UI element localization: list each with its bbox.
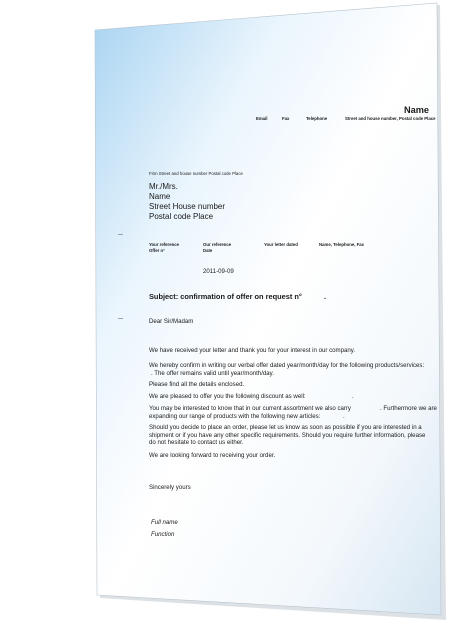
- ref-date: Date: [203, 248, 213, 253]
- ref-contact: Name, Telephone, Fax: [319, 242, 365, 247]
- paragraph-order-line3: do not hesitate to contact us either.: [149, 439, 244, 446]
- recipient-salutation: Mr./Mrs.: [149, 182, 178, 191]
- letter-closing: Sincerely yours: [149, 484, 191, 491]
- paragraph-order-line2: shipment or if you have any other specific requirements. Should you require further information, please: [149, 431, 426, 439]
- letterhead-address-label: Street and house number, Postal code Place: [345, 116, 436, 121]
- paragraph-assortment-furthermore: . Furthermore we are: [380, 405, 437, 412]
- letter-subject-dot: .: [324, 292, 327, 301]
- letter-salutation: Dear Sir/Madam: [149, 318, 194, 325]
- letterhead-telephone-label: Telephone: [306, 116, 328, 121]
- fold-mark: [118, 318, 123, 319]
- letterhead-email-label: Email: [256, 116, 268, 121]
- ref-our-reference: Our reference: [203, 242, 232, 247]
- paragraph-discount-dot: .: [352, 393, 354, 400]
- paragraph-looking-forward: We are looking forward to receiving your order.: [149, 452, 276, 459]
- fold-mark: [118, 234, 123, 235]
- paragraph-order-line1: Should you decide to place an order, please let us know as soon as possible if you are interested in a: [149, 424, 422, 431]
- letter-subject: Subject: confirmation of offer on request n°: [149, 292, 302, 301]
- recipient-street: Street House number: [149, 202, 226, 211]
- signature-full-name: Full name: [151, 519, 178, 526]
- signature-function: Function: [151, 531, 175, 538]
- paragraph-confirm-line2: . The offer remains valid until year/month/day.: [151, 369, 274, 377]
- paragraph-thanks: We have received your letter and thank you for your interest in our company.: [149, 347, 356, 354]
- letterhead-name: Name: [404, 105, 430, 115]
- ref-your-reference: Your reference: [149, 242, 180, 247]
- recipient-name: Name: [149, 192, 171, 201]
- paragraph-assortment-line2: expanding our range of products with the following new articles:: [149, 412, 321, 420]
- letter-date: 2011-09-09: [203, 268, 234, 275]
- ref-offer-number: Offer n°: [149, 248, 165, 253]
- paragraph-enclosed: Please find all the details enclosed.: [149, 381, 245, 388]
- ref-your-letter-dated: Your letter dated: [264, 242, 298, 247]
- paragraph-discount: We are pleased to offer you the following discount as well:: [149, 393, 306, 400]
- sender-line: Firm Street and house number Postal code Place: [149, 171, 243, 176]
- paragraph-confirm-line1: We hereby confirm in writing our verbal offer dated year/month/day for the following products/services:: [149, 362, 425, 369]
- recipient-postal: Postal code Place: [149, 212, 214, 221]
- paragraph-assortment-line1: You may be interested to know that in our current assortment we also carry: [149, 405, 351, 412]
- paragraph-assortment-dot: .: [343, 412, 345, 420]
- letterhead-fax-label: Fax: [282, 116, 290, 121]
